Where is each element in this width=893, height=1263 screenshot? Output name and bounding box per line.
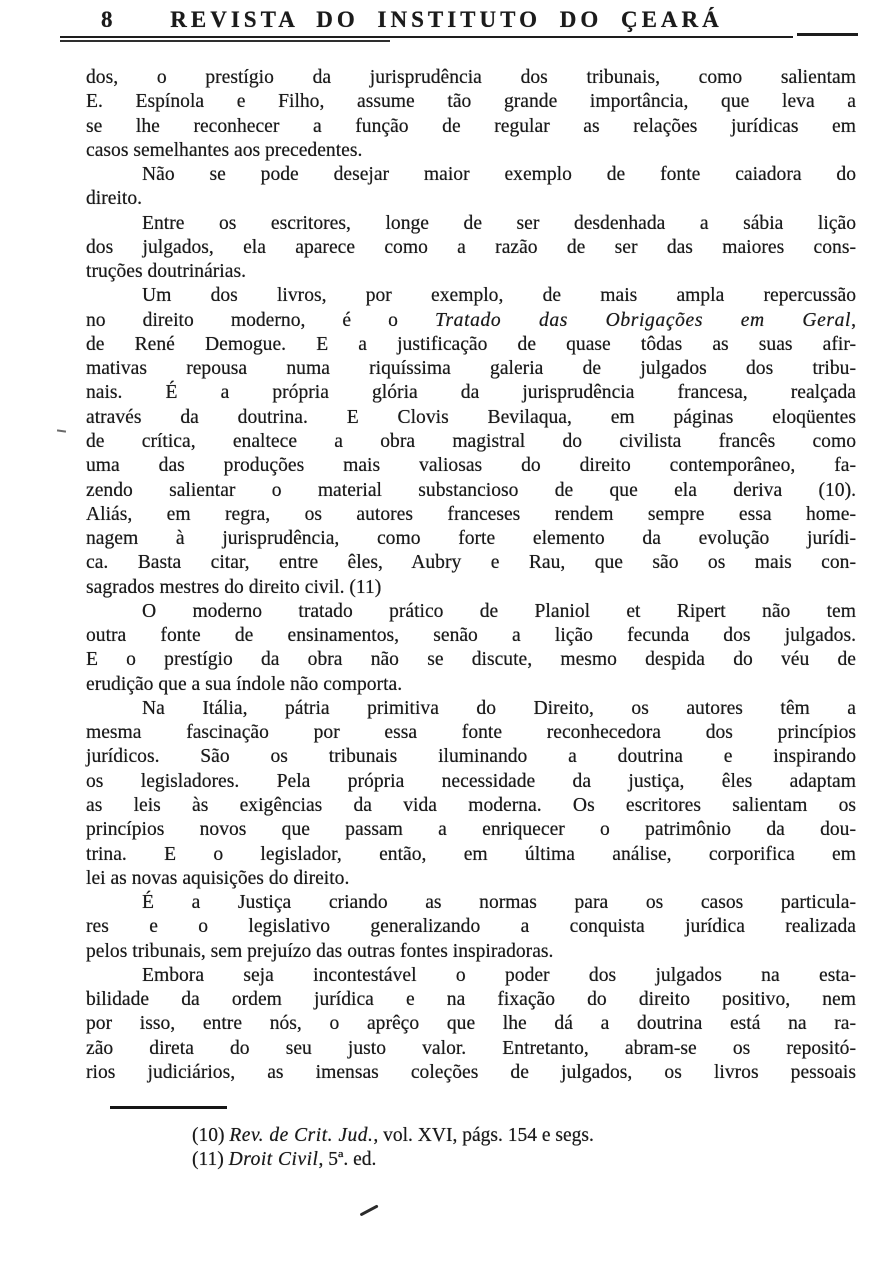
text-line: erudição que a sua índole não comporta. — [86, 673, 403, 695]
text-line: os legisladores. Pela própria necessidade da justiça, êles adaptam — [86, 770, 856, 792]
header-rule — [60, 36, 793, 38]
running-title: REVISTA DO INSTITUTO DO ÇEARÁ — [170, 7, 723, 32]
text-line: res e o legislativo generalizando a conquista jurídica realizada — [86, 916, 856, 938]
header-rule-right — [797, 33, 858, 36]
page-number: 8 — [101, 7, 114, 32]
text-line: nagem à jurisprudência, como forte elemento da evolução jurídi- — [86, 528, 856, 550]
text-line: direito. — [86, 188, 143, 210]
pen-mark — [360, 1204, 379, 1216]
text-line: zendo salientar o material substancioso de que ela deriva (10). — [86, 479, 856, 501]
text-line: E o prestígio da obra não se discute, mesmo despida do véu de — [86, 649, 856, 671]
margin-speck — [57, 429, 66, 432]
text-line: as leis às exigências da vida moderna. Os escritores salientam os — [86, 794, 856, 816]
text-line: mativas repousa numa riquíssima galeria de julgados dos tribu- — [86, 358, 856, 380]
text-line: pelos tribunais, sem prejuízo das outras fontes inspiradoras. — [86, 940, 554, 962]
text-line: mesma fascinação por essa fonte reconhecedora dos princípios — [86, 722, 856, 744]
text-line: rios judiciários, as imensas coleções de julgados, os livros pessoais — [86, 1061, 856, 1083]
body-text — [86, 66, 856, 1085]
text-line: casos semelhantes aos precedentes. — [86, 139, 363, 161]
text-line: Um dos livros, por exemplo, de mais ampla repercussão — [142, 285, 856, 307]
text-line: nais. É a própria glória da jurisprudência francesa, realçada — [86, 382, 856, 404]
text-line: É a Justiça criando as normas para os casos particula- — [142, 892, 856, 914]
text-line: trina. E o legislador, então, em última análise, corporifica em — [86, 843, 856, 865]
text-line: de René Demogue. E a justificação de quase tôdas as suas afir- — [86, 333, 856, 355]
text-line: princípios novos que passam a enriquecer o patrimônio da dou- — [86, 819, 856, 841]
footnote-rule — [110, 1106, 227, 1109]
text-line: lei as novas aquisições do direito. — [86, 867, 350, 889]
text-line: O moderno tratado prático de Planiol et Ripert não tem — [142, 600, 856, 622]
text-line: dos julgados, ela aparece como a razão de ser das maiores cons- — [86, 236, 856, 258]
text-line: E. Espínola e Filho, assume tão grande importância, que leva a — [86, 91, 856, 113]
text-line: Embora seja incontestável o poder dos julgados na esta- — [142, 964, 856, 986]
text-line: Não se pode desejar maior exemplo de fonte caiadora do — [142, 164, 856, 186]
footnotes — [192, 1124, 752, 1171]
footnote-line: (11) Droit Civil, 5ª. ed. — [192, 1148, 377, 1170]
footnote-line: (10) Rev. de Crit. Jud., vol. XVI, págs. 154 e segs. — [192, 1125, 594, 1146]
text-line: por isso, entre nós, o aprêço que lhe dá a doutrina está na ra- — [86, 1013, 856, 1035]
text-line: truções doutrinárias. — [86, 261, 246, 283]
header-rule-double — [60, 40, 390, 42]
text-line: outra fonte de ensinamentos, senão a lição fecunda dos julgados. — [86, 625, 856, 647]
text-line: Entre os escritores, longe de ser desdenhada a sábia lição — [142, 212, 856, 234]
text-line: uma das produções mais valiosas do direito contemporâneo, fa- — [86, 455, 856, 477]
text-line: zão direta do seu justo valor. Entretanto, abram-se os repositó- — [86, 1037, 856, 1059]
text-line: se lhe reconhecer a função de regular as relações jurídicas em — [86, 115, 856, 137]
text-line: dos, o prestígio da jurisprudência dos tribunais, como salientam — [86, 67, 856, 88]
text-line: bilidade da ordem jurídica e na fixação do direito positivo, nem — [86, 989, 856, 1011]
text-line: jurídicos. São os tribunais iluminando a doutrina e inspirando — [86, 746, 856, 768]
text-line: através da doutrina. E Clovis Bevilaqua, em páginas eloqüentes — [86, 406, 856, 428]
text-line: Aliás, em regra, os autores franceses rendem sempre essa home- — [86, 503, 856, 525]
text-line: sagrados mestres do direito civil. (11) — [86, 576, 382, 598]
text-line: ca. Basta citar, entre êles, Aubry e Rau, que são os mais con- — [86, 552, 856, 574]
text-line: Na Itália, pátria primitiva do Direito, os autores têm a — [142, 697, 856, 719]
text-line: no direito moderno, é o Tratado das Obrigações em Geral, — [86, 309, 857, 331]
text-line: de crítica, enaltece a obra magistral do civilista francês como — [86, 430, 856, 452]
